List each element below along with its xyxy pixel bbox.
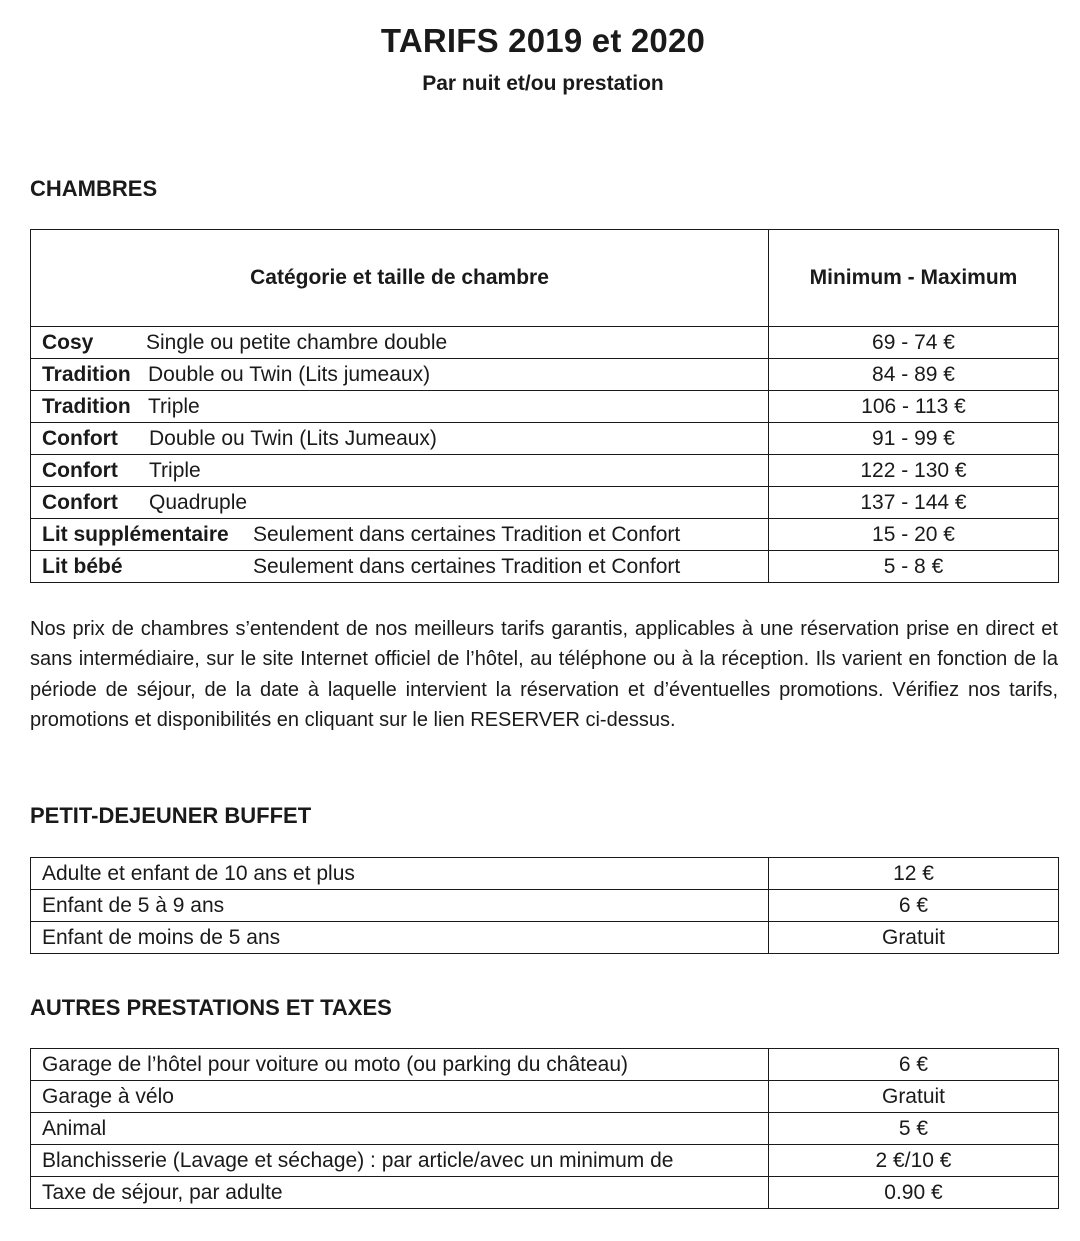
- table-row: [31, 1145, 1059, 1177]
- service-label: Animal: [31, 1113, 769, 1145]
- room-price: 137 - 144 €: [769, 487, 1059, 519]
- section-heading-chambres: CHAMBRES: [30, 176, 158, 201]
- table-row: [31, 423, 1059, 455]
- service-label: Blanchisserie (Lavage et séchage) : par article/avec un minimum de: [31, 1145, 769, 1177]
- table-row: [31, 1113, 1059, 1145]
- room-price: 84 - 89 €: [769, 359, 1059, 391]
- service-price: 0.90 €: [769, 1177, 1059, 1209]
- room-price: 15 - 20 €: [769, 519, 1059, 551]
- service-price: 5 €: [769, 1113, 1059, 1145]
- breakfast-label: Enfant de 5 à 9 ans: [31, 890, 769, 922]
- table-row: [31, 1081, 1059, 1113]
- room-description: Seulement dans certaines Tradition et Confort: [253, 523, 681, 546]
- room-description: Quadruple: [149, 491, 248, 514]
- section-heading-breakfast: PETIT-DEJEUNER BUFFET: [30, 803, 312, 828]
- room-category: Tradition: [42, 363, 131, 386]
- service-price: 2 €/10 €: [769, 1145, 1059, 1177]
- service-price: 6 €: [769, 1049, 1059, 1081]
- table-row: [31, 455, 1059, 487]
- room-price: 5 - 8 €: [769, 551, 1059, 583]
- table-row: [31, 519, 1059, 551]
- room-price: 106 - 113 €: [769, 391, 1059, 423]
- breakfast-price: 6 €: [769, 890, 1059, 922]
- breakfast-label: Enfant de moins de 5 ans: [31, 922, 769, 954]
- room-category: Lit supplémentaire: [42, 523, 229, 546]
- breakfast-label: Adulte et enfant de 10 ans et plus: [31, 858, 769, 890]
- services-table: [30, 1048, 1059, 1209]
- breakfast-table: [30, 857, 1059, 954]
- room-description: Triple: [148, 395, 200, 418]
- table-row: [31, 327, 1059, 359]
- table-row: [31, 1049, 1059, 1081]
- breakfast-price: Gratuit: [769, 922, 1059, 954]
- room-category: Cosy: [42, 331, 94, 354]
- room-category: Tradition: [42, 395, 131, 418]
- room-price: 91 - 99 €: [769, 423, 1059, 455]
- table-row: [31, 1177, 1059, 1209]
- room-price: 122 - 130 €: [769, 455, 1059, 487]
- table-header-row: [31, 230, 1059, 327]
- room-category: Confort: [42, 427, 118, 450]
- rooms-table: [30, 229, 1059, 583]
- room-description: Single ou petite chambre double: [146, 331, 448, 354]
- service-label: Garage à vélo: [31, 1081, 769, 1113]
- table-row: [31, 858, 1059, 890]
- table-row: [31, 359, 1059, 391]
- column-header-price: Minimum - Maximum: [769, 230, 1059, 327]
- pricing-note: Nos prix de chambres s’entendent de nos meilleurs tarifs garantis, applicables à une réservation prise en direct et sans intermédiaire, sur le site Internet officiel de l’hôtel, au téléphone ou à la réception. Ils varient en fonction de la période de séjour, de la date à laquelle intervient la réservation et d’éventuelles promotions. Vérifiez nos tarifs, promotions et disponibilités en cliquant sur le lien RESERVER ci-dessus.: [30, 618, 1058, 732]
- section-heading-other-services: AUTRES PRESTATIONS ET TAXES: [30, 995, 392, 1020]
- page-title: TARIFS 2019 et 2020: [380, 22, 706, 59]
- table-row: [31, 922, 1059, 954]
- table-row: [31, 551, 1059, 583]
- table-row: [31, 890, 1059, 922]
- service-label: Taxe de séjour, par adulte: [31, 1177, 769, 1209]
- room-description: Triple: [149, 459, 201, 482]
- page-subtitle: Par nuit et/ou prestation: [422, 72, 664, 95]
- room-category: Lit bébé: [42, 555, 123, 578]
- service-label: Garage de l’hôtel pour voiture ou moto (ou parking du château): [31, 1049, 769, 1081]
- room-description: Double ou Twin (Lits jumeaux): [148, 363, 431, 386]
- table-row: [31, 487, 1059, 519]
- room-description: Double ou Twin (Lits Jumeaux): [149, 427, 437, 450]
- breakfast-price: 12 €: [769, 858, 1059, 890]
- room-category: Confort: [42, 491, 118, 514]
- room-price: 69 - 74 €: [769, 327, 1059, 359]
- column-header-category: Catégorie et taille de chambre: [31, 230, 769, 327]
- room-category: Confort: [42, 459, 118, 482]
- service-price: Gratuit: [769, 1081, 1059, 1113]
- room-description: Seulement dans certaines Tradition et Confort: [253, 555, 681, 578]
- table-row: [31, 391, 1059, 423]
